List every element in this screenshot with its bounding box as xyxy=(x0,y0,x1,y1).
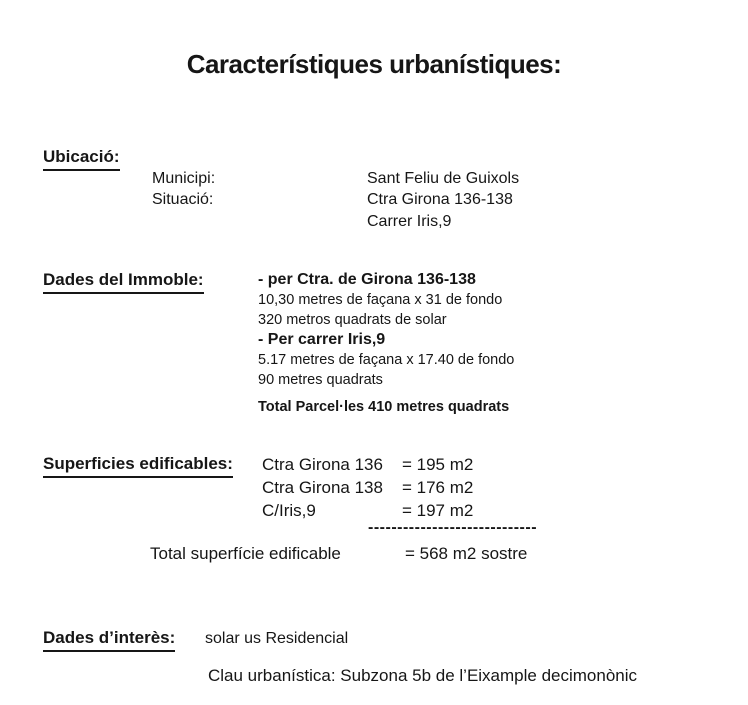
superficie-row-name: Ctra Girona 136 xyxy=(262,455,383,474)
superficies-divider: ----------------------------- xyxy=(368,519,538,536)
municipi-label: Municipi: xyxy=(152,170,216,187)
municipi-value: Sant Feliu de Guixols xyxy=(367,170,520,187)
total-parcelles: Total Parcel·les 410 metres quadrats xyxy=(258,399,510,415)
section-heading-dades-immoble: Dades del Immoble: xyxy=(43,270,204,294)
immoble-entry2-line1: 5.17 metres de façana x 17.40 de fondo xyxy=(258,352,515,368)
superficie-row-value: = 197 m2 xyxy=(402,501,474,520)
section-heading-dades-interes: Dades d’interès: xyxy=(43,628,175,652)
superficie-row-value: = 176 m2 xyxy=(402,478,474,497)
section-heading-superficies: Superficies edificables: xyxy=(43,454,233,478)
section-heading-ubicacio: Ubicació: xyxy=(43,147,120,171)
immoble-entry1-title: - per Ctra. de Girona 136-138 xyxy=(258,271,476,288)
interes-line-clau: Clau urbanística: Subzona 5b de l’Eixample decimonònic xyxy=(208,666,638,685)
interes-line-solar: solar us Residencial xyxy=(205,630,349,647)
situacio-value-line1: Ctra Girona 136-138 xyxy=(367,191,513,208)
total-superficie-label: Total superfície edificable xyxy=(150,544,341,563)
immoble-details xyxy=(258,270,514,390)
superficie-row-name: Ctra Girona 138 xyxy=(262,478,383,497)
page-title: Característiques urbanístiques: xyxy=(186,49,562,79)
situacio-label: Situació: xyxy=(152,191,214,208)
immoble-entry1-line2: 320 metros quadrats de solar xyxy=(258,312,447,328)
superficie-row-name: C/Iris,9 xyxy=(262,501,316,520)
immoble-entry2-line2: 90 metres quadrats xyxy=(258,372,383,388)
superficie-row-value: = 195 m2 xyxy=(402,455,474,474)
superficie-row xyxy=(262,453,473,476)
situacio-value-line2: Carrer Iris,9 xyxy=(367,213,452,230)
superficie-row xyxy=(262,476,473,499)
total-superficie-value: = 568 m2 sostre xyxy=(405,544,528,563)
immoble-entry1-line1: 10,30 metres de façana x 31 de fondo xyxy=(258,292,503,308)
superficies-rows xyxy=(262,453,473,522)
immoble-entry2-title: - Per carrer Iris,9 xyxy=(258,331,386,348)
